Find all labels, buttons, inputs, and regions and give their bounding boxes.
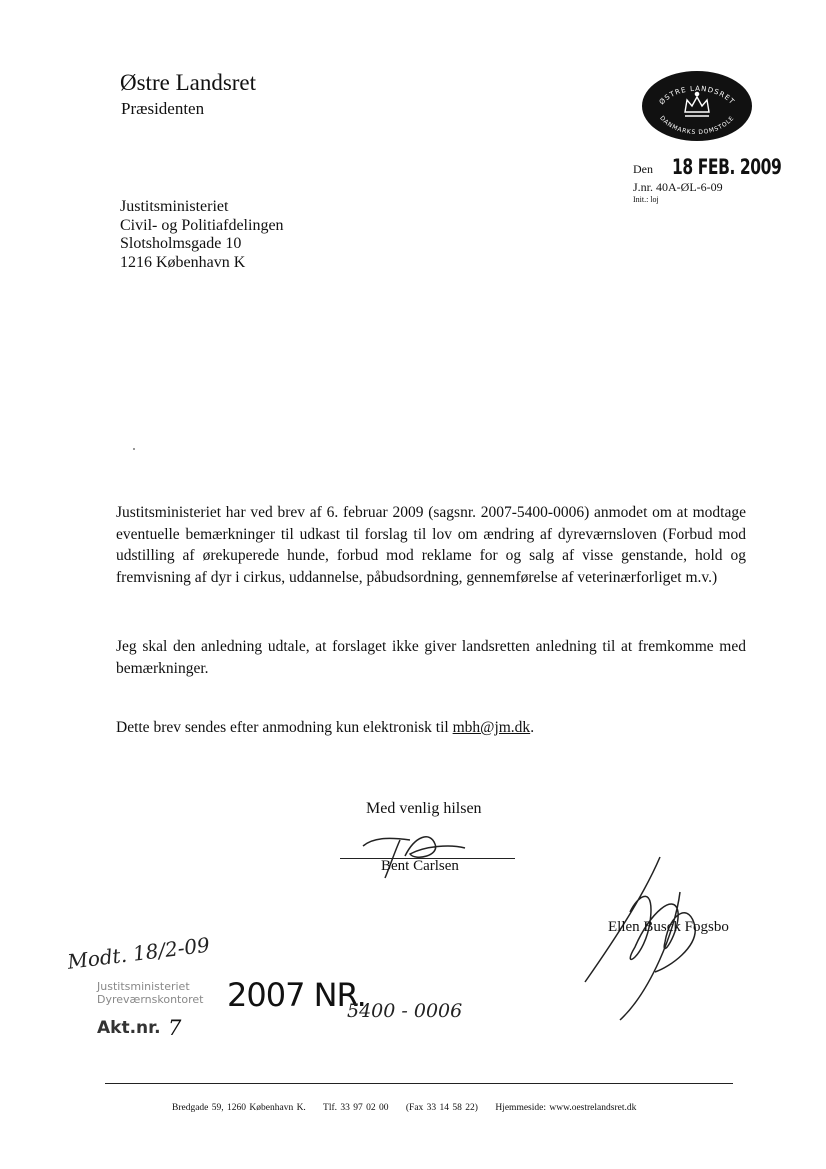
court-subtitle: Præsidenten: [121, 99, 205, 118]
act-number-handwritten: 7: [168, 1016, 182, 1040]
received-note-handwritten: Modt. 18/2-09: [66, 932, 212, 974]
initials: Init.: loj: [633, 195, 659, 204]
recipient-line-4: 1216 København K: [120, 254, 246, 271]
court-seal: [641, 70, 753, 142]
body-paragraph-3: [116, 717, 746, 739]
closing-greeting: Med venlig hilsen: [366, 800, 482, 817]
scan-speck: [133, 448, 135, 450]
recipient-line-1: Justitsministeriet: [120, 198, 229, 215]
date-stamp: 18 FEB. 2009: [672, 155, 782, 179]
body-paragraph-3-text: Dette brev sendes efter anmodning kun elektronisk til: [116, 719, 453, 736]
seal-bottom-text: DANMARKS DOMSTOLE: [658, 114, 736, 137]
case-number-handwritten: 5400 - 0006: [347, 1000, 463, 1022]
signature-2-scribble: [560, 852, 730, 1022]
signer-2-name: Ellen Busck Fogsbo: [608, 919, 729, 935]
act-number-label: Akt.nr.: [97, 1018, 161, 1038]
recipient-line-3: Slotsholmsgade 10: [120, 235, 242, 252]
footer-phone: Tlf. 33 97 02 00: [323, 1103, 389, 1113]
footer-divider: [105, 1083, 733, 1084]
footer-fax: (Fax 33 14 58 22): [405, 1103, 478, 1113]
ministry-stamp-line-1: Justitsministeriet: [97, 980, 190, 993]
footer-website[interactable]: Hjemmeside: www.oestrelandsret.dk: [495, 1103, 637, 1113]
body-paragraph-3-end: .: [530, 719, 535, 736]
footer-address: Bredgade 59, 1260 København K.: [172, 1103, 306, 1113]
journal-number: J.nr. 40A-ØL-6-09: [633, 180, 723, 194]
seal-top-text: ØSTRE LANDSRET: [657, 84, 737, 107]
signer-1-name: Bent Carlsen: [381, 858, 459, 874]
footer: [172, 1103, 650, 1113]
email-link[interactable]: mbh@jm.dk: [452, 719, 531, 736]
date-label: Den: [633, 162, 653, 176]
body-paragraph-1: Justitsministeriet har ved brev af 6. februar 2009 (sagsnr. 2007-5400-0006) anmodet om at modtage eventuelle bemærkninger til udkast til forslag til lov om ændring af dyreværnsloven (Forbud mod udstilling af ørekuperede hunde, forbud mod reklame for og salg af visse genstande, hold og fremvisning af dyr i cirkus, uddannelse, påbudsordning, gennemførelse af veterinærforliget m.v.): [116, 504, 746, 586]
case-number-stamp: 2007 NR.: [227, 976, 366, 1014]
recipient-line-2: Civil- og Politiafdelingen: [120, 217, 284, 234]
ministry-stamp-faint: [97, 980, 203, 1006]
ministry-stamp-line-2: Dyreværnskontoret: [97, 993, 204, 1006]
body-paragraph-2: Jeg skal den anledning udtale, at forslaget ikke giver landsretten anledning til at fremkomme med bemærkninger.: [116, 638, 746, 677]
court-name: Østre Landsret: [120, 70, 257, 95]
